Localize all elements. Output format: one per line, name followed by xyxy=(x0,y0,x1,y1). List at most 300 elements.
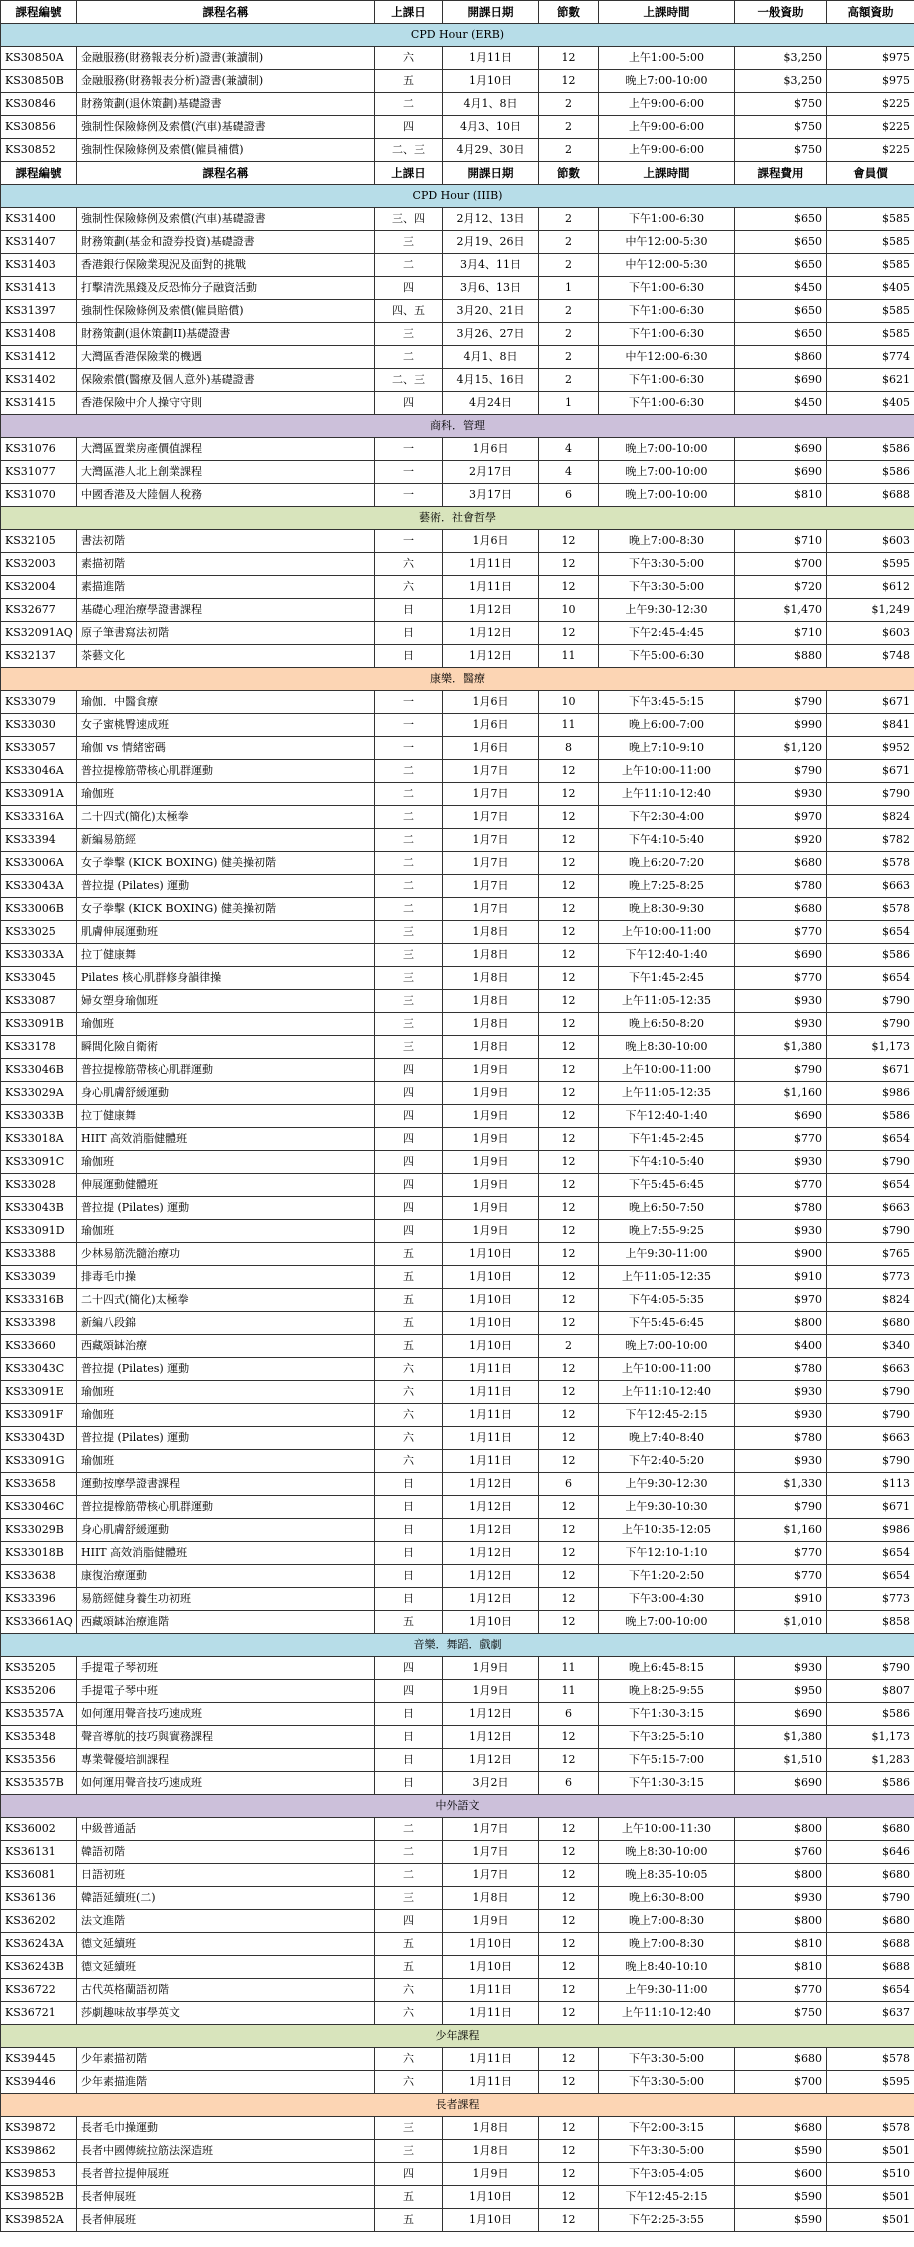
table-cell: 1月12日 xyxy=(443,1473,539,1496)
table-row xyxy=(1,553,914,576)
table-cell: 11 xyxy=(539,714,599,737)
table-cell: 2月17日 xyxy=(443,461,539,484)
table-cell: KS33316B xyxy=(1,1289,77,1312)
table-cell: 12 xyxy=(539,1174,599,1197)
table-cell: KS33079 xyxy=(1,691,77,714)
table-cell: 4 xyxy=(539,461,599,484)
table-cell: 茶藝文化 xyxy=(77,645,375,668)
table-cell: $780 xyxy=(735,1197,827,1220)
table-cell: 瑜伽班 xyxy=(77,1450,375,1473)
table-cell: 二 xyxy=(375,254,443,277)
table-cell: $680 xyxy=(735,898,827,921)
table-cell: KS36081 xyxy=(1,1864,77,1887)
table-cell: 1月12日 xyxy=(443,1542,539,1565)
table-cell: $1,510 xyxy=(735,1749,827,1772)
table-cell: $590 xyxy=(735,2186,827,2209)
table-cell: 德文延續班 xyxy=(77,1933,375,1956)
column-header: 會員價 xyxy=(827,162,914,185)
table-cell: $1,160 xyxy=(735,1082,827,1105)
table-cell: $688 xyxy=(827,484,914,507)
table-cell: KS30852 xyxy=(1,139,77,162)
table-row xyxy=(1,1818,914,1841)
table-cell: KS39872 xyxy=(1,2117,77,2140)
table-cell: 1月7日 xyxy=(443,875,539,898)
table-cell: 1月12日 xyxy=(443,1496,539,1519)
table-cell: 10 xyxy=(539,691,599,714)
table-cell: 1月11日 xyxy=(443,1979,539,2002)
table-cell: $650 xyxy=(735,300,827,323)
table-cell: 1月8日 xyxy=(443,944,539,967)
table-cell: 三 xyxy=(375,990,443,1013)
table-row xyxy=(1,1358,914,1381)
table-cell: 1月9日 xyxy=(443,1151,539,1174)
table-cell: 12 xyxy=(539,2071,599,2094)
table-row xyxy=(1,116,914,139)
table-cell: KS31400 xyxy=(1,208,77,231)
table-cell: 下午3:25-5:10 xyxy=(599,1726,735,1749)
table-cell: $595 xyxy=(827,2071,914,2094)
table-cell: $450 xyxy=(735,277,827,300)
table-cell: 12 xyxy=(539,1864,599,1887)
table-cell: $590 xyxy=(735,2140,827,2163)
table-cell: 12 xyxy=(539,921,599,944)
table-cell: $930 xyxy=(735,1013,827,1036)
table-cell: $680 xyxy=(827,1910,914,1933)
table-cell: 五 xyxy=(375,2186,443,2209)
table-cell: 六 xyxy=(375,576,443,599)
table-cell: 1月10日 xyxy=(443,1312,539,1335)
table-cell: 長者普拉提伸展班 xyxy=(77,2163,375,2186)
table-row xyxy=(1,277,914,300)
table-cell: 10 xyxy=(539,599,599,622)
table-row xyxy=(1,1588,914,1611)
table-cell: $590 xyxy=(735,2209,827,2232)
table-cell: 新編易筋經 xyxy=(77,829,375,852)
table-cell: 易筋經健身養生功初班 xyxy=(77,1588,375,1611)
table-cell: $770 xyxy=(735,1542,827,1565)
table-cell: $858 xyxy=(827,1611,914,1634)
table-cell: KS36243A xyxy=(1,1933,77,1956)
table-cell: KS39862 xyxy=(1,2140,77,2163)
table-cell: 上午9:30-12:30 xyxy=(599,1473,735,1496)
table-cell: 1月8日 xyxy=(443,1036,539,1059)
table-cell: KS33661AQ xyxy=(1,1611,77,1634)
table-cell: $807 xyxy=(827,1680,914,1703)
table-cell: 12 xyxy=(539,1289,599,1312)
table-cell: 金融服務(財務報表分析)證書(兼讀制) xyxy=(77,47,375,70)
table-cell: 二、三 xyxy=(375,369,443,392)
table-cell: 四 xyxy=(375,1174,443,1197)
table-cell: $880 xyxy=(735,645,827,668)
table-cell: 2 xyxy=(539,231,599,254)
table-cell: $1,160 xyxy=(735,1519,827,1542)
table-cell: 上午10:00-11:00 xyxy=(599,1059,735,1082)
table-cell: 12 xyxy=(539,898,599,921)
table-cell: $690 xyxy=(735,461,827,484)
table-cell: 四 xyxy=(375,1059,443,1082)
table-cell: 保險索償(醫療及個人意外)基礎證書 xyxy=(77,369,375,392)
table-cell: KS39852A xyxy=(1,2209,77,2232)
table-cell: 五 xyxy=(375,2209,443,2232)
column-header: 上課日 xyxy=(375,1,443,24)
table-cell: $680 xyxy=(735,2117,827,2140)
table-cell: $654 xyxy=(827,1128,914,1151)
table-cell: 下午3:30-5:00 xyxy=(599,553,735,576)
table-cell: 金融服務(財務報表分析)證書(兼讀制) xyxy=(77,70,375,93)
table-cell: $1,283 xyxy=(827,1749,914,1772)
table-cell: $586 xyxy=(827,1703,914,1726)
table-cell: 1月9日 xyxy=(443,1059,539,1082)
table-cell: 大灣區置業房產價值課程 xyxy=(77,438,375,461)
table-cell: $501 xyxy=(827,2140,914,2163)
table-cell: 12 xyxy=(539,2163,599,2186)
table-cell: 1月6日 xyxy=(443,714,539,737)
table-cell: 下午5:00-6:30 xyxy=(599,645,735,668)
table-cell: KS33029A xyxy=(1,1082,77,1105)
table-cell: $113 xyxy=(827,1473,914,1496)
table-cell: $760 xyxy=(735,1841,827,1864)
table-row xyxy=(1,1979,914,2002)
table-cell: $663 xyxy=(827,1358,914,1381)
section-title: 中外語文 xyxy=(1,1795,914,1818)
table-cell: 中午12:00-5:30 xyxy=(599,231,735,254)
table-cell: 下午2:25-3:55 xyxy=(599,2209,735,2232)
table-cell: 1月10日 xyxy=(443,2186,539,2209)
table-cell: $603 xyxy=(827,622,914,645)
table-cell: $841 xyxy=(827,714,914,737)
table-row xyxy=(1,691,914,714)
table-cell: 六 xyxy=(375,553,443,576)
table-cell: $1,330 xyxy=(735,1473,827,1496)
table-cell: 上午11:05-12:35 xyxy=(599,990,735,1013)
table-cell: 上午11:10-12:40 xyxy=(599,1381,735,1404)
table-row xyxy=(1,2071,914,2094)
table-cell: 下午1:00-6:30 xyxy=(599,300,735,323)
table-cell: 12 xyxy=(539,2209,599,2232)
table-cell: $800 xyxy=(735,1818,827,1841)
table-cell: 女子拳擊 (KICK BOXING) 健美操初階 xyxy=(77,898,375,921)
table-cell: 晚上8:30-10:00 xyxy=(599,1036,735,1059)
table-cell: 1月8日 xyxy=(443,967,539,990)
column-header: 上課時間 xyxy=(599,1,735,24)
table-cell: 強制性保險條例及索償(僱員賠償) xyxy=(77,300,375,323)
table-cell: 12 xyxy=(539,1818,599,1841)
table-cell: $501 xyxy=(827,2209,914,2232)
table-cell: 12 xyxy=(539,967,599,990)
table-cell: KS33046A xyxy=(1,760,77,783)
table-cell: 晚上8:30-9:30 xyxy=(599,898,735,921)
table-cell: $663 xyxy=(827,1427,914,1450)
table-row xyxy=(1,2140,914,2163)
table-cell: 1月11日 xyxy=(443,2048,539,2071)
table-cell: 上午9:30-11:00 xyxy=(599,1979,735,2002)
table-cell: 12 xyxy=(539,553,599,576)
table-cell: 下午4:05-5:35 xyxy=(599,1289,735,1312)
table-cell: 1月11日 xyxy=(443,2002,539,2025)
table-cell: $654 xyxy=(827,1542,914,1565)
table-cell: $578 xyxy=(827,2048,914,2071)
table-row xyxy=(1,346,914,369)
table-row xyxy=(1,1151,914,1174)
table-cell: 1月12日 xyxy=(443,1519,539,1542)
table-cell: $690 xyxy=(735,1105,827,1128)
table-cell: $586 xyxy=(827,461,914,484)
table-cell: $970 xyxy=(735,806,827,829)
section-row xyxy=(1,185,914,208)
table-row xyxy=(1,737,914,760)
table-cell: 晚上6:00-7:00 xyxy=(599,714,735,737)
table-cell: 1月8日 xyxy=(443,2117,539,2140)
table-cell: 長者毛巾操運動 xyxy=(77,2117,375,2140)
table-cell: 三 xyxy=(375,2117,443,2140)
table-cell: 六 xyxy=(375,2071,443,2094)
table-cell: $780 xyxy=(735,1358,827,1381)
table-cell: $790 xyxy=(827,1013,914,1036)
table-cell: $774 xyxy=(827,346,914,369)
table-cell: 法文進階 xyxy=(77,1910,375,1933)
table-cell: 1月10日 xyxy=(443,1956,539,1979)
table-cell: $1,173 xyxy=(827,1036,914,1059)
table-row xyxy=(1,1105,914,1128)
table-cell: 五 xyxy=(375,70,443,93)
table-cell: $930 xyxy=(735,1381,827,1404)
table-cell: $578 xyxy=(827,898,914,921)
table-cell: 12 xyxy=(539,1404,599,1427)
table-cell: 日 xyxy=(375,645,443,668)
table-cell: 香港保險中介人操守守則 xyxy=(77,392,375,415)
table-cell: 2 xyxy=(539,1335,599,1358)
table-cell: 強制性保險條例及索償(汽車)基礎證書 xyxy=(77,208,375,231)
table-cell: $860 xyxy=(735,346,827,369)
table-cell: $340 xyxy=(827,1335,914,1358)
table-row xyxy=(1,461,914,484)
table-row xyxy=(1,2163,914,2186)
table-cell: 1月10日 xyxy=(443,1335,539,1358)
table-cell: 下午2:40-5:20 xyxy=(599,1450,735,1473)
table-cell: 下午3:00-4:30 xyxy=(599,1588,735,1611)
table-cell: 2 xyxy=(539,116,599,139)
table-cell: KS33091A xyxy=(1,783,77,806)
table-cell: 四 xyxy=(375,1910,443,1933)
table-cell: $603 xyxy=(827,530,914,553)
table-cell: $225 xyxy=(827,93,914,116)
table-row xyxy=(1,1404,914,1427)
table-cell: 身心肌膚舒緩運動 xyxy=(77,1082,375,1105)
table-cell: 4月29、30日 xyxy=(443,139,539,162)
table-cell: 3月6、13日 xyxy=(443,277,539,300)
table-cell: 四 xyxy=(375,1680,443,1703)
table-row xyxy=(1,1128,914,1151)
table-cell: 1月9日 xyxy=(443,1910,539,1933)
table-cell: $790 xyxy=(827,1657,914,1680)
table-cell: KS36243B xyxy=(1,1956,77,1979)
table-cell: 1 xyxy=(539,277,599,300)
table-cell: 排毒毛巾操 xyxy=(77,1266,375,1289)
table-cell: KS33091G xyxy=(1,1450,77,1473)
table-cell: $612 xyxy=(827,576,914,599)
table-cell: 日 xyxy=(375,1542,443,1565)
table-cell: 上午9:30-12:30 xyxy=(599,599,735,622)
table-cell: 身心肌膚舒緩運動 xyxy=(77,1519,375,1542)
table-cell: 1月12日 xyxy=(443,599,539,622)
table-cell: 瑜伽班 xyxy=(77,1151,375,1174)
section-title: CPD Hour (ERB) xyxy=(1,24,914,47)
table-cell: KS32137 xyxy=(1,645,77,668)
table-cell: 4月24日 xyxy=(443,392,539,415)
table-cell: 12 xyxy=(539,2048,599,2071)
table-cell: KS33057 xyxy=(1,737,77,760)
table-cell: KS33046B xyxy=(1,1059,77,1082)
table-cell: 12 xyxy=(539,1450,599,1473)
table-cell: 1月10日 xyxy=(443,70,539,93)
table-cell: 五 xyxy=(375,1312,443,1335)
table-cell: 12 xyxy=(539,1128,599,1151)
column-header: 課程名稱 xyxy=(77,162,375,185)
table-cell: $720 xyxy=(735,576,827,599)
table-cell: 6 xyxy=(539,1703,599,1726)
table-cell: 下午5:45-6:45 xyxy=(599,1312,735,1335)
table-cell: 瑜伽班 xyxy=(77,1404,375,1427)
table-cell: $405 xyxy=(827,392,914,415)
table-cell: 下午12:45-2:15 xyxy=(599,1404,735,1427)
table-cell: $810 xyxy=(735,484,827,507)
table-cell: KS36722 xyxy=(1,1979,77,2002)
column-header: 節數 xyxy=(539,162,599,185)
table-cell: KS33029B xyxy=(1,1519,77,1542)
table-cell: 晚上7:10-9:10 xyxy=(599,737,735,760)
table-cell: $790 xyxy=(827,990,914,1013)
table-cell: 1月11日 xyxy=(443,576,539,599)
table-cell: 1月11日 xyxy=(443,553,539,576)
table-cell: 12 xyxy=(539,1105,599,1128)
table-row xyxy=(1,2048,914,2071)
table-cell: 下午3:30-5:00 xyxy=(599,576,735,599)
table-row xyxy=(1,323,914,346)
table-cell: 1月7日 xyxy=(443,898,539,921)
table-cell: 三 xyxy=(375,2140,443,2163)
table-cell: 三 xyxy=(375,1013,443,1036)
table-cell: 1月11日 xyxy=(443,1381,539,1404)
table-cell: 下午1:30-3:15 xyxy=(599,1703,735,1726)
table-cell: $930 xyxy=(735,1151,827,1174)
table-row xyxy=(1,1956,914,1979)
table-cell: 1月11日 xyxy=(443,1358,539,1381)
table-cell: 12 xyxy=(539,1565,599,1588)
table-cell: 二 xyxy=(375,829,443,852)
table-cell: $654 xyxy=(827,967,914,990)
section-row xyxy=(1,507,914,530)
table-cell: 1月10日 xyxy=(443,1289,539,1312)
table-cell: 四、五 xyxy=(375,300,443,323)
table-cell: 12 xyxy=(539,760,599,783)
table-cell: $671 xyxy=(827,691,914,714)
table-cell: 下午1:00-6:30 xyxy=(599,323,735,346)
table-cell: 12 xyxy=(539,1496,599,1519)
table-cell: 1月6日 xyxy=(443,691,539,714)
table-cell: KS30846 xyxy=(1,93,77,116)
section-title: 音樂．舞蹈．戲劇 xyxy=(1,1634,914,1657)
table-cell: 12 xyxy=(539,1036,599,1059)
table-cell: $663 xyxy=(827,1197,914,1220)
table-cell: 1月6日 xyxy=(443,737,539,760)
table-cell: 大灣區香港保險業的機遇 xyxy=(77,346,375,369)
table-cell: 12 xyxy=(539,530,599,553)
table-cell: $1,249 xyxy=(827,599,914,622)
table-cell: 上午10:35-12:05 xyxy=(599,1519,735,1542)
table-cell: 11 xyxy=(539,1680,599,1703)
table-row xyxy=(1,1864,914,1887)
table-cell: 下午4:10-5:40 xyxy=(599,1151,735,1174)
table-cell: 上午9:00-6:00 xyxy=(599,139,735,162)
table-cell: $930 xyxy=(735,1404,827,1427)
table-row xyxy=(1,1082,914,1105)
table-cell: $770 xyxy=(735,967,827,990)
table-cell: 新編八段錦 xyxy=(77,1312,375,1335)
table-row xyxy=(1,944,914,967)
table-cell: 11 xyxy=(539,645,599,668)
table-cell: 普拉提 (Pilates) 運動 xyxy=(77,875,375,898)
table-cell: HIIT 高效消脂健體班 xyxy=(77,1542,375,1565)
table-cell: 晚上8:30-10:00 xyxy=(599,1841,735,1864)
table-cell: 下午3:30-5:00 xyxy=(599,2071,735,2094)
table-cell: KS33028 xyxy=(1,1174,77,1197)
table-cell: 12 xyxy=(539,1013,599,1036)
table-cell: 晚上7:00-10:00 xyxy=(599,1611,735,1634)
table-cell: 12 xyxy=(539,875,599,898)
table-cell: 下午1:20-2:50 xyxy=(599,1565,735,1588)
table-cell: KS36136 xyxy=(1,1887,77,1910)
table-cell: 手提電子琴中班 xyxy=(77,1680,375,1703)
table-cell: $690 xyxy=(735,438,827,461)
table-cell: $3,250 xyxy=(735,70,827,93)
table-cell: 日 xyxy=(375,1588,443,1611)
table-cell: 2 xyxy=(539,369,599,392)
table-cell: $824 xyxy=(827,1289,914,1312)
table-cell: $824 xyxy=(827,806,914,829)
table-cell: $910 xyxy=(735,1588,827,1611)
table-cell: KS35356 xyxy=(1,1749,77,1772)
table-cell: $930 xyxy=(735,990,827,1013)
table-cell: 1月12日 xyxy=(443,1588,539,1611)
table-cell: KS33039 xyxy=(1,1266,77,1289)
table-row xyxy=(1,783,914,806)
table-cell: $501 xyxy=(827,2186,914,2209)
table-cell: 12 xyxy=(539,2117,599,2140)
table-cell: 晚上7:00-10:00 xyxy=(599,70,735,93)
table-cell: 12 xyxy=(539,1082,599,1105)
table-row xyxy=(1,1611,914,1634)
table-cell: $690 xyxy=(735,1703,827,1726)
table-row xyxy=(1,1335,914,1358)
table-cell: 晚上7:00-8:30 xyxy=(599,1933,735,1956)
table-cell: $770 xyxy=(735,1979,827,2002)
table-row xyxy=(1,1243,914,1266)
table-cell: 1月7日 xyxy=(443,1818,539,1841)
table-cell: 12 xyxy=(539,576,599,599)
table-cell: $690 xyxy=(735,369,827,392)
table-cell: KS33030 xyxy=(1,714,77,737)
table-row xyxy=(1,2186,914,2209)
table-cell: 1月11日 xyxy=(443,1404,539,1427)
table-cell: $654 xyxy=(827,1979,914,2002)
table-cell: 晚上8:40-10:10 xyxy=(599,1956,735,1979)
table-row xyxy=(1,852,914,875)
table-cell: 四 xyxy=(375,1128,443,1151)
table-cell: 12 xyxy=(539,70,599,93)
table-cell: 12 xyxy=(539,1266,599,1289)
table-cell: 2 xyxy=(539,139,599,162)
table-cell: 瑜伽班 xyxy=(77,1013,375,1036)
